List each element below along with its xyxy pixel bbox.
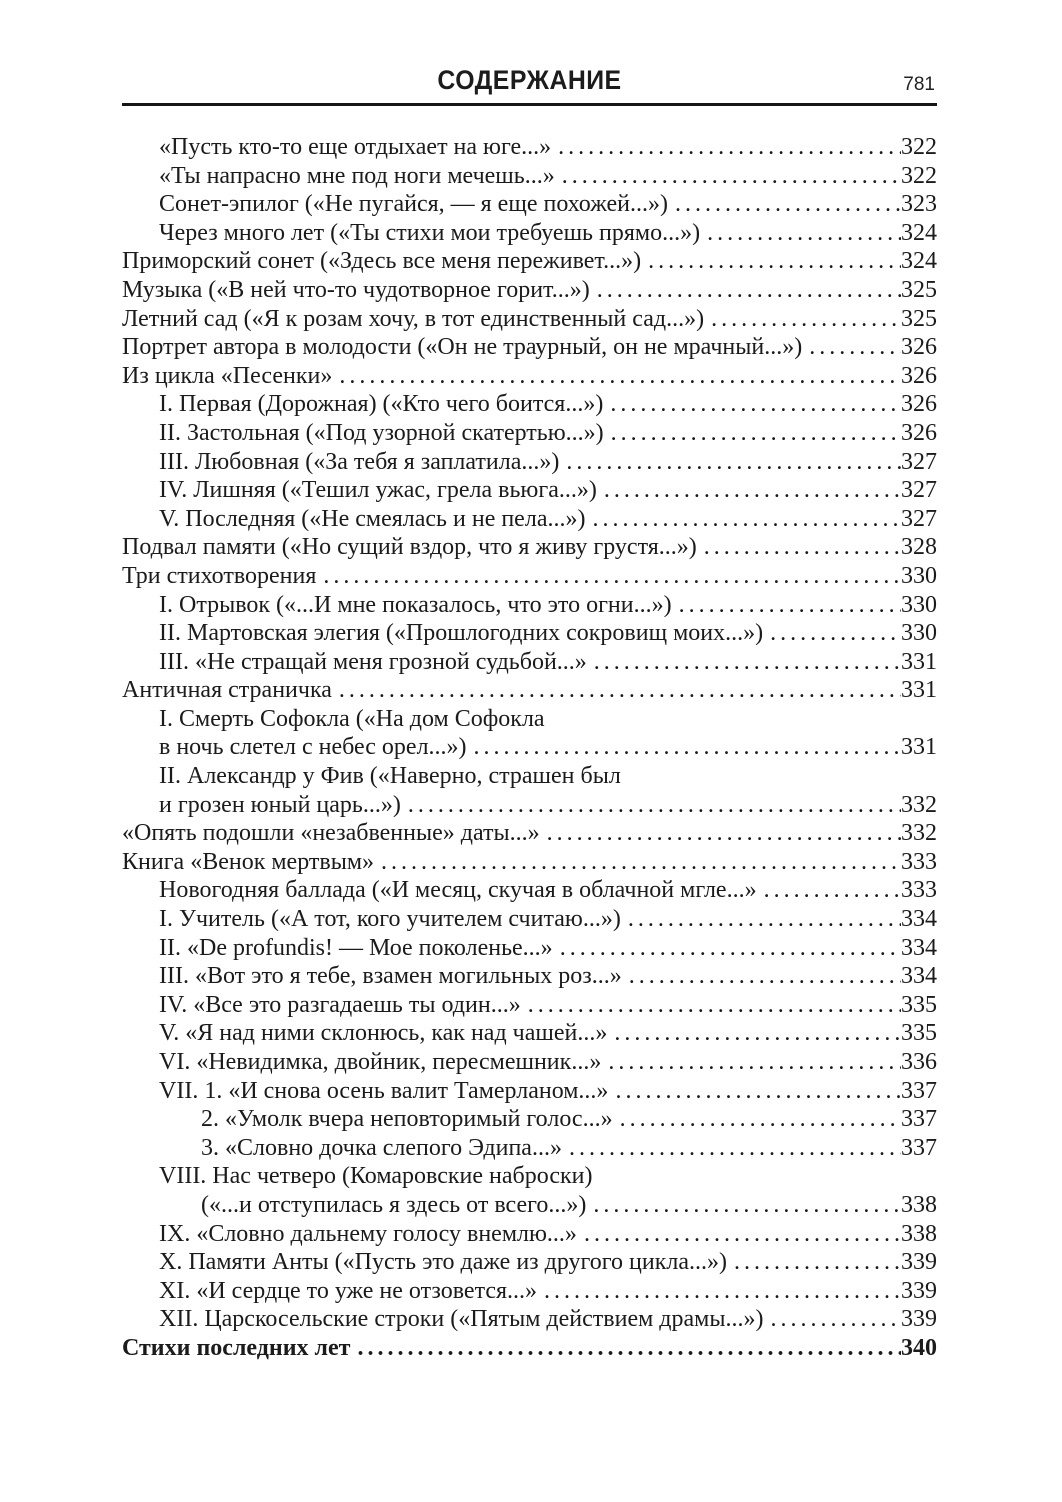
- toc-entry-title: Три стихотворения: [122, 562, 317, 589]
- toc-entry-page: 324: [901, 219, 937, 246]
- toc-entry-row: [122, 133, 937, 162]
- toc-entry-title: I. Отрывок («...И мне показалось, что это огни...»): [159, 591, 672, 618]
- toc-leader-dots: [587, 648, 901, 677]
- toc-entry-row: [122, 962, 937, 991]
- toc-leader-dots: [540, 819, 901, 848]
- toc-entry-row: [122, 1048, 937, 1077]
- toc-entry-row: [122, 390, 937, 419]
- toc-entry-page: 326: [901, 419, 937, 446]
- toc-entry-title: I. Первая (Дорожная) («Кто чего боится...»): [159, 391, 604, 418]
- toc-entry-page: 330: [901, 620, 937, 647]
- page-number: 781: [903, 74, 935, 95]
- toc-entry-page: 335: [901, 1020, 937, 1047]
- toc-entry-page: 327: [901, 505, 937, 532]
- toc-entry-title: («...и отступилась я здесь от всего...»): [201, 1191, 587, 1218]
- toc-entry-page: 336: [901, 1049, 937, 1075]
- toc-entry-title: IV. «Все это разгадаешь ты один...»: [159, 991, 521, 1018]
- toc-entry-page: 334: [901, 963, 937, 990]
- text-block: [122, 0, 937, 1363]
- toc-entry-title: Книга «Венок мертвым»: [122, 848, 375, 875]
- toc-entry-row: [122, 1277, 937, 1306]
- toc-entry-row: [122, 848, 937, 877]
- toc-entry-title: III. «Вот это я тебе, взамен могильных роз...»: [159, 963, 622, 990]
- toc-entry-title: «Опять подошли «незабвенные» даты...»: [122, 820, 540, 847]
- toc-entry-page: 334: [901, 934, 937, 961]
- toc-entry-page: 332: [901, 791, 937, 818]
- toc-entry-page: 339: [901, 1249, 937, 1276]
- toc-entry-title: в ночь слетел с небес орел...»): [159, 734, 467, 761]
- toc-entry-row: [122, 219, 937, 248]
- toc-entry-title: Музыка («В ней что-то чудотворное горит...»): [122, 276, 590, 303]
- toc-entry-row: [122, 1105, 937, 1134]
- toc-entry-title: Подвал памяти («Но сущий вздор, что я живу грустя...»): [122, 534, 697, 561]
- toc-entry-page: 333: [901, 848, 937, 875]
- toc-entry-title: Приморский сонет («Здесь все меня переживет...»): [122, 248, 642, 275]
- toc-entry-title: VII. 1. «И снова осень валит Тамерланом...»: [159, 1077, 609, 1104]
- toc-leader-dots: [586, 1191, 901, 1220]
- toc-entry-title: Портрет автора в молодости («Он не траурный, он не мрачный...»): [122, 334, 803, 361]
- toc-leader-dots: [727, 1248, 901, 1277]
- toc-entry-row: [122, 362, 937, 391]
- toc-entry-title: Новогодняя баллада («И месяц, скучая в облачной мгле...»: [159, 877, 757, 904]
- toc-entry-title: Летний сад («Я к розам хочу, в тот единственный сад...»): [122, 305, 705, 332]
- toc-entry-row: [122, 1220, 937, 1249]
- toc-leader-dots: [763, 1305, 901, 1334]
- toc-entry-title: III. Любовная («За тебя я заплатила...»): [159, 448, 560, 475]
- toc-leader-dots: [585, 505, 901, 534]
- toc-entry-row: [122, 733, 937, 762]
- toc-leader-dots: [553, 934, 901, 963]
- toc-entry-row: [122, 305, 937, 334]
- toc-entry-title: Стихи последних лет: [122, 1334, 351, 1361]
- toc-entry-row: [122, 1305, 937, 1334]
- toc-entry-row: [122, 1248, 937, 1277]
- toc-entry-page: 331: [901, 734, 937, 761]
- toc-entry-row: [122, 276, 937, 305]
- toc-leader-dots: [401, 791, 901, 820]
- toc-entry-page: 337: [901, 1134, 937, 1161]
- toc-entry-page: 331: [901, 648, 937, 675]
- toc-entry-row: [122, 419, 937, 448]
- toc-entry-title: Через много лет («Ты стихи мои требуешь прямо...»): [159, 219, 701, 246]
- toc-entry-title: I. Смерть Софокла («На дом Софокла: [159, 705, 545, 732]
- toc-leader-dots: [577, 1220, 901, 1249]
- toc-entry-row: [122, 505, 937, 534]
- toc-entry-page: 330: [901, 591, 937, 618]
- toc-leader-dots: [672, 591, 901, 620]
- toc-entry-row: [122, 876, 937, 905]
- toc-entry-title: II. «De profundis! — Мое поколенье...»: [159, 934, 553, 961]
- toc-entry-page: 324: [901, 248, 937, 275]
- toc-leader-dots: [622, 962, 901, 991]
- toc-entry-row: [122, 905, 937, 934]
- toc-entry-page: 331: [901, 677, 937, 704]
- toc-leader-dots: [697, 533, 901, 562]
- toc-entry-title: «Ты напрасно мне под ноги мечешь...»: [159, 162, 555, 189]
- toc-leader-dots: [332, 362, 901, 391]
- toc-entry-title: II. Мартовская элегия («Прошлогодних сокровищ моих...»): [159, 620, 764, 647]
- toc-leader-dots: [521, 991, 901, 1020]
- toc-entry-title: V. «Я над ними склонюсь, как над чашей...»: [159, 1020, 608, 1047]
- toc-list: [122, 133, 937, 1363]
- toc-entry-row: [122, 1162, 937, 1191]
- toc-leader-dots: [700, 219, 901, 248]
- toc-entry-row: [122, 1191, 937, 1220]
- toc-entry-row: [122, 533, 937, 562]
- toc-leader-dots: [601, 1048, 901, 1077]
- toc-entry-row: [122, 562, 937, 591]
- toc-entry-page: 322: [901, 134, 937, 160]
- toc-entry-page: 325: [901, 276, 937, 303]
- toc-entry-row: [122, 333, 937, 362]
- toc-leader-dots: [668, 190, 901, 219]
- toc-entry-title: Античная страничка: [122, 677, 332, 704]
- toc-entry-row: [122, 991, 937, 1020]
- toc-entry-title: II. Застольная («Под узорной скатертью...»): [159, 419, 604, 446]
- toc-leader-dots: [467, 733, 901, 762]
- toc-entry-row: [122, 247, 937, 276]
- toc-leader-dots: [621, 905, 901, 934]
- toc-leader-dots: [607, 1019, 901, 1048]
- toc-entry-row: [122, 762, 937, 791]
- toc-leader-dots: [555, 162, 901, 191]
- toc-entry-page: 338: [901, 1191, 937, 1218]
- toc-entry-row: [122, 476, 937, 505]
- toc-entry-row: [122, 934, 937, 963]
- toc-entry-title: XI. «И сердце то уже не отзовется...»: [159, 1277, 538, 1304]
- toc-entry-row: [122, 448, 937, 477]
- toc-entry-page: 330: [901, 562, 937, 589]
- toc-entry-page: 339: [901, 1306, 937, 1333]
- toc-entry-row: [122, 190, 937, 219]
- toc-entry-page: 326: [901, 334, 937, 361]
- toc-leader-dots: [559, 448, 901, 477]
- toc-entry-title: VI. «Невидимка, двойник, пересмешник...»: [159, 1049, 602, 1075]
- running-head: [122, 62, 937, 98]
- toc-entry-page: 337: [901, 1077, 937, 1104]
- toc-entry-title: IX. «Словно дальнему голосу внемлю...»: [159, 1220, 577, 1247]
- toc-entry-page: 332: [901, 820, 937, 847]
- toc-entry-row: [122, 1134, 937, 1163]
- toc-entry-row: [122, 591, 937, 620]
- toc-leader-dots: [551, 133, 901, 162]
- toc-entry-row: [122, 676, 937, 705]
- toc-entry-title: XII. Царскосельские строки («Пятым действием драмы...»): [159, 1306, 764, 1333]
- toc-entry-row: [122, 791, 937, 820]
- toc-leader-dots: [613, 1105, 901, 1134]
- toc-entry-page: 340: [901, 1334, 937, 1361]
- toc-leader-dots: [316, 562, 901, 591]
- toc-entry-page: 327: [901, 477, 937, 504]
- toc-entry-row: [122, 1334, 937, 1363]
- toc-leader-dots: [350, 1334, 901, 1363]
- toc-leader-dots: [641, 247, 901, 276]
- toc-entry-title: II. Александр у Фив («Наверно, страшен был: [159, 763, 621, 790]
- toc-entry-page: 333: [901, 877, 937, 904]
- toc-entry-page: 322: [901, 162, 937, 189]
- toc-entry-row: [122, 705, 937, 734]
- toc-leader-dots: [704, 305, 901, 334]
- toc-leader-dots: [802, 333, 901, 362]
- toc-entry-page: 338: [901, 1220, 937, 1247]
- toc-entry-row: [122, 619, 937, 648]
- toc-entry-title: и грозен юный царь...»): [159, 791, 401, 818]
- toc-entry-title: Сонет-эпилог («Не пугайся, — я еще похожей...»): [159, 191, 668, 218]
- toc-leader-dots: [374, 848, 901, 877]
- toc-entry-title: VIII. Нас четверо (Комаровские наброски): [159, 1163, 593, 1190]
- contents-title: СОДЕРЖАНИЕ: [437, 65, 622, 95]
- toc-entry-row: [122, 162, 937, 191]
- toc-entry-page: 339: [901, 1277, 937, 1304]
- toc-leader-dots: [597, 476, 901, 505]
- toc-leader-dots: [590, 276, 901, 305]
- toc-entry-title: V. Последняя («Не смеялась и не пела...»): [159, 505, 586, 532]
- toc-leader-dots: [562, 1134, 901, 1163]
- toc-entry-page: 326: [901, 391, 937, 418]
- toc-entry-row: [122, 1077, 937, 1106]
- toc-entry-title: IV. Лишняя («Тешил ужас, грела вьюга...»): [159, 477, 597, 504]
- toc-entry-page: 328: [901, 534, 937, 561]
- toc-entry-title: III. «Не стращай меня грозной судьбой...»: [159, 648, 587, 675]
- toc-entry-page: 327: [901, 448, 937, 475]
- toc-entry-row: [122, 648, 937, 677]
- toc-entry-row: [122, 1019, 937, 1048]
- toc-entry-page: 334: [901, 906, 937, 933]
- toc-entry-title: 2. «Умолк вчера неповторимый голос...»: [201, 1106, 613, 1133]
- toc-leader-dots: [537, 1277, 901, 1306]
- toc-entry-title: X. Памяти Анты («Пусть это даже из другого цикла...»): [159, 1249, 728, 1276]
- toc-entry-page: 325: [901, 305, 937, 332]
- toc-leader-dots: [604, 419, 901, 448]
- toc-entry-page: 335: [901, 991, 937, 1018]
- toc-leader-dots: [757, 876, 901, 905]
- toc-entry-page: 323: [901, 191, 937, 218]
- toc-leader-dots: [603, 390, 901, 419]
- toc-entry-title: I. Учитель («А тот, кого учителем считаю...»): [159, 906, 621, 933]
- toc-entry-title: Из цикла «Песенки»: [122, 362, 333, 389]
- toc-leader-dots: [763, 619, 901, 648]
- toc-leader-dots: [332, 676, 901, 705]
- toc-entry-row: [122, 819, 937, 848]
- toc-entry-page: 326: [901, 362, 937, 389]
- header-rule: [122, 103, 937, 106]
- toc-entry-title: 3. «Словно дочка слепого Эдипа...»: [201, 1134, 562, 1161]
- toc-entry-title: «Пусть кто-то еще отдыхает на юге...»: [159, 134, 552, 160]
- toc-leader-dots: [608, 1077, 901, 1106]
- toc-entry-page: 337: [901, 1106, 937, 1133]
